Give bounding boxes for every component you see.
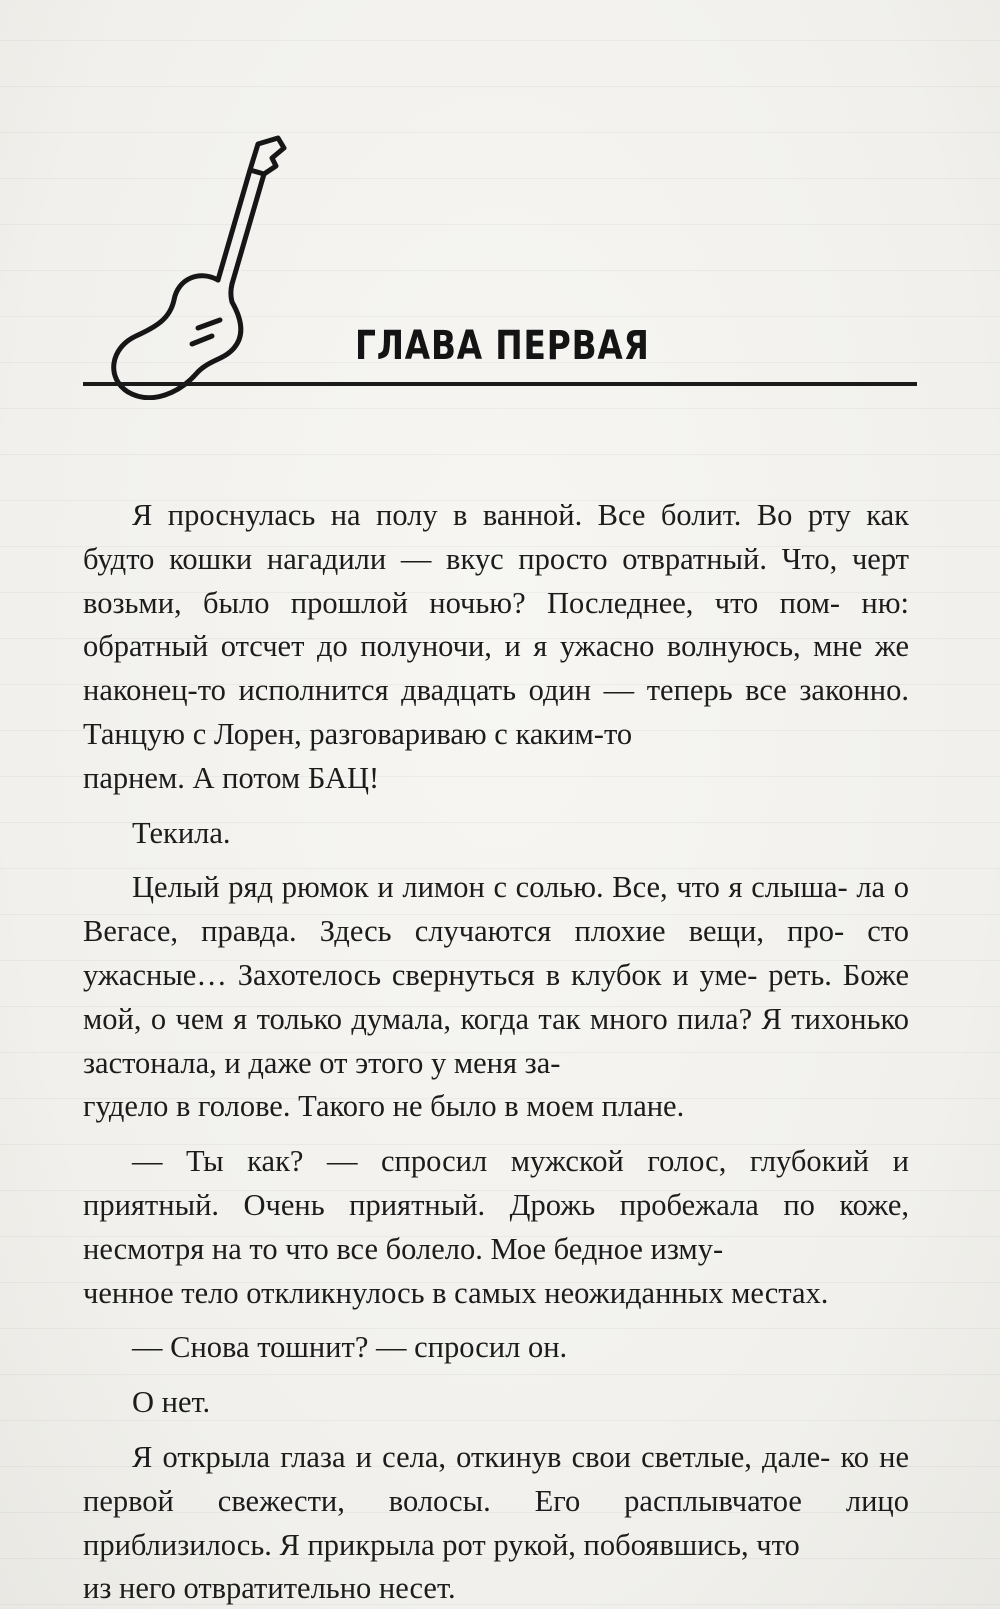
paragraph xyxy=(83,494,909,801)
paragraph-last-line: из него отвратительно несет. xyxy=(83,1571,456,1606)
paragraph-text: Я открыла глаза и села, откинув свои светлые, дале- ко не первой свежести, волосы. Его расплывчатое лицо приблизилось. Я прикрыла рот рукой, побоявшись, что xyxy=(83,1439,909,1562)
paragraph-last-line: ченное тело откликнулось в самых неожиданных местах. xyxy=(83,1275,829,1310)
paragraph xyxy=(83,1140,909,1315)
paragraph-text: Целый ряд рюмок и лимон с солью. Все, что я слыша- ла о Вегасе, правда. Здесь случаются плохие вещи, про- сто ужасные… Захотелось свернуться в клубок и уме- реть. Боже мой, о чем я только думала, когда так много пила? Я тихонько застонала, и даже от этого у меня за- xyxy=(83,870,909,1080)
paragraph-last-line: парнем. А потом БАЦ! xyxy=(83,760,380,795)
paragraph-text: — Снова тошнит? — спросил он. xyxy=(132,1330,568,1365)
paragraph-text: — Ты как? — спросил мужской голос, глубокий и приятный. Очень приятный. Дрожь пробежала по коже, несмотря на то что все болело. Мое бедное изму- xyxy=(83,1144,909,1266)
paragraph xyxy=(83,1381,909,1425)
paragraph xyxy=(83,812,909,856)
body-text xyxy=(83,494,909,1609)
chapter-title: ГЛАВА ПЕРВАЯ xyxy=(355,323,650,369)
paragraph-last-line: гудело в голове. Такого не было в моем плане. xyxy=(83,1089,685,1124)
paragraph-text: Я проснулась на полу в ванной. Все болит. Во рту как будто кошки нагадили — вкус просто отвратный. Что, черт возьми, было прошлой ночью? Последнее, что пом- ню: обратный отсчет до полуночи, и я ужасно волнуюсь, мне же наконец-то исполнится двадцать один — теперь все законно. Танцую с Лорен, разговариваю с каким-то xyxy=(83,498,909,751)
paragraph-text: Текила. xyxy=(132,815,231,850)
title-underline xyxy=(83,382,917,386)
paragraph-text: О нет. xyxy=(132,1385,211,1420)
electric-guitar-icon xyxy=(100,130,310,400)
paragraph xyxy=(83,866,909,1129)
paragraph xyxy=(83,1436,909,1609)
paragraph xyxy=(83,1326,909,1370)
